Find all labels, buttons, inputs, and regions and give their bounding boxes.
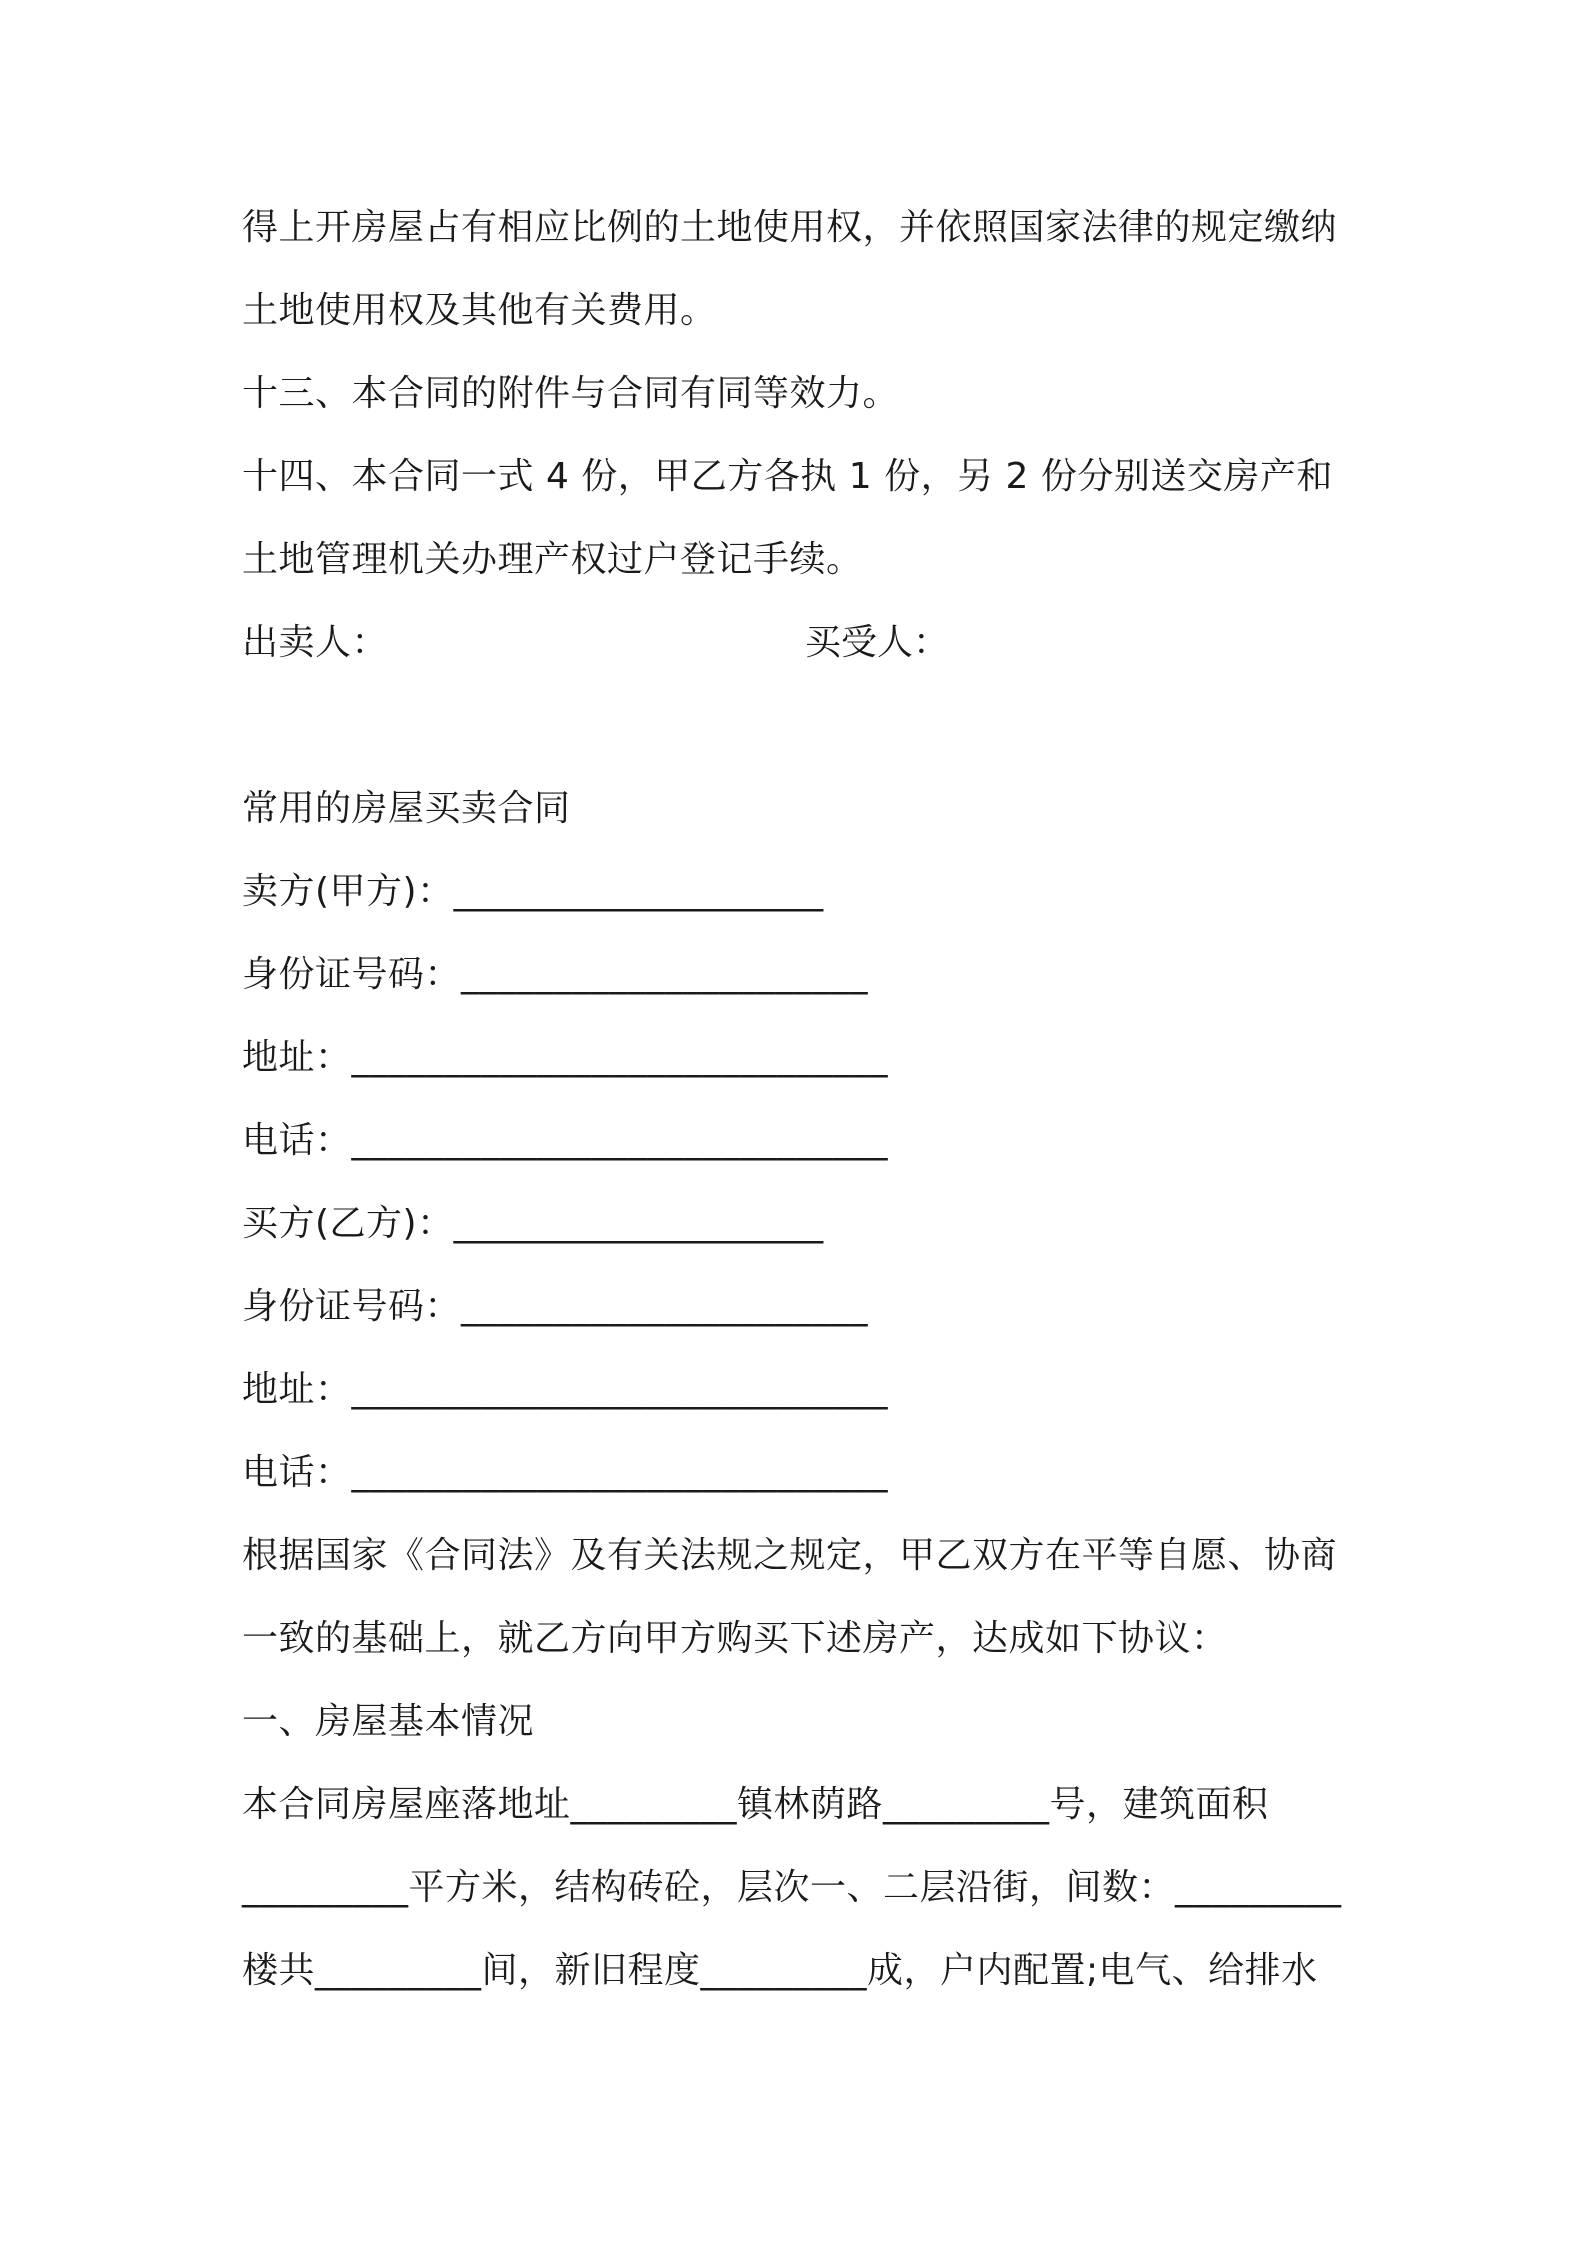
buyer-signature-label: 买受人： [805,622,950,663]
seller-address-field: 地址：_____________________________ [242,1037,889,1078]
paragraph-line: 土地使用权及其他有关费用。 [242,290,717,331]
buyer-address-field: 地址：_____________________________ [242,1369,889,1410]
paragraph-line: 土地管理机关办理产权过户登记手续。 [242,539,863,580]
clause-14: 十四、本合同一式 4 份，甲乙方各执 1 份，另 2 份分别送交房产和 [242,456,1333,497]
paragraph-line: 本合同房屋座落地址_________镇林荫路_________号，建筑面积 [242,1784,1269,1825]
contract-title: 常用的房屋买卖合同 [242,788,571,829]
seller-name-field: 卖方(甲方)：____________________ [242,871,824,912]
buyer-id-field: 身份证号码：______________________ [242,1286,869,1327]
seller-signature-label: 出卖人： [242,622,389,663]
seller-phone-field: 电话：_____________________________ [242,1120,889,1161]
paragraph-line: 楼共_________间，新旧程度_________成，户内配置;电气、给排水 [242,1950,1318,1991]
paragraph-line: 得上开房屋占有相应比例的土地使用权，并依照国家法律的规定缴纳 [242,207,1338,248]
seller-id-field: 身份证号码：______________________ [242,954,869,995]
paragraph-line: 根据国家《合同法》及有关法规之规定，甲乙双方在平等自愿、协商 [242,1535,1338,1576]
clause-13: 十三、本合同的附件与合同有同等效力。 [242,373,900,414]
buyer-phone-field: 电话：_____________________________ [242,1452,889,1493]
paragraph-line: 一致的基础上，就乙方向甲方购买下述房产，达成如下协议： [242,1618,1228,1659]
section-heading: 一、房屋基本情况 [242,1701,535,1742]
paragraph-line: _________平方米，结构砖砼，层次一、二层沿街，间数：_________ [242,1867,1342,1908]
buyer-name-field: 买方(乙方)：____________________ [242,1203,824,1244]
